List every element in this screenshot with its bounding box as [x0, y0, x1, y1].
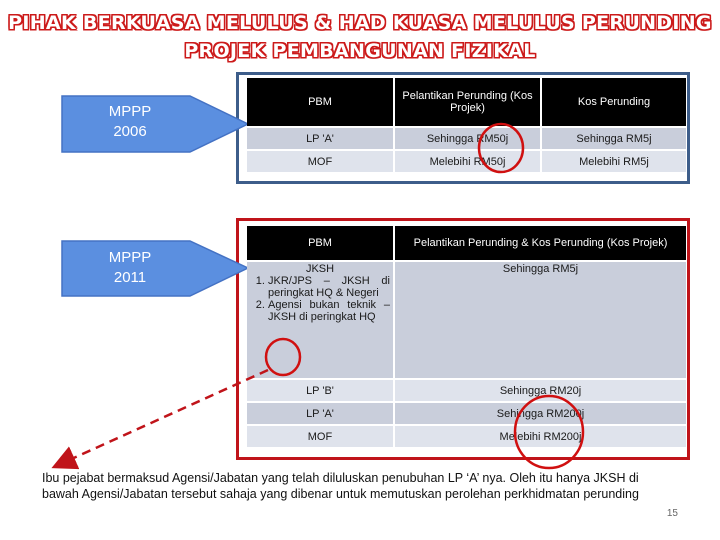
table-cell: Sehingga RM200j	[395, 403, 686, 424]
highlight-circle-2006-kos-projek	[479, 124, 523, 172]
table-2006-header-kos: Kos Perunding	[542, 78, 686, 126]
arrow-2006-line-2: 2006	[113, 123, 147, 140]
page-title-line-2: PROJEK PEMBANGUNAN FIZIKAL	[184, 40, 536, 62]
table-cell: Sehingga RM5j	[542, 128, 686, 149]
table-cell: Melebihi RM200j	[395, 426, 686, 447]
table-cell: Sehingga RM5j	[395, 262, 686, 378]
table-2006-header-pbm: PBM	[247, 78, 393, 126]
table-2006-header-pelantikan: Pelantikan Perunding (Kos Projek)	[395, 78, 540, 126]
table-cell: LP 'A'	[247, 403, 393, 424]
arrow-2006-line-1: MPPP	[108, 103, 152, 120]
table-cell: LP 'A'	[247, 128, 393, 149]
jksh-title: JKSH	[305, 263, 335, 275]
arrow-2011-line-2: 2011	[113, 269, 147, 286]
list-item: 2. Agensi bukan teknik – JKSH di peringkat HQ	[268, 299, 390, 323]
table-2011-header-pbm: PBM	[247, 226, 393, 260]
highlight-circle-hq	[266, 339, 300, 375]
table-2011-header-pelantikan: Pelantikan Perunding & Kos Perunding (Kos Projek)	[395, 226, 686, 260]
table-cell: Sehingga RM20j	[395, 380, 686, 401]
arrow-2011-line-1: MPPP	[108, 249, 152, 266]
page-title-line-1: PIHAK BERKUASA MELULUS & HAD KUASA MELULUS PERUNDING	[8, 12, 712, 34]
table-cell: Sehingga RM50j	[395, 128, 540, 149]
highlight-circle-2011-lp-a	[515, 396, 583, 468]
footnote-text: Ibu pejabat bermaksud Agensi/Jabatan yang telah diluluskan penubuhan LP ‘A’ nya. Oleh itu hanya JKSH di bawah Agensi/Jabatan tersebut sahaja yang dibenar untuk memutuskan perolehan perkhidmatan perunding	[42, 471, 639, 501]
table-cell: MOF	[247, 426, 393, 447]
page-number: 15	[666, 508, 678, 519]
table-cell: MOF	[247, 151, 393, 172]
table-cell: Melebihi RM5j	[542, 151, 686, 172]
list-item: 1. JKR/JPS – JKSH di peringkat HQ & Negeri	[268, 275, 390, 299]
dashed-arrow	[56, 370, 268, 466]
table-cell: Melebihi RM50j	[395, 151, 540, 172]
table-cell: LP 'B'	[247, 380, 393, 401]
